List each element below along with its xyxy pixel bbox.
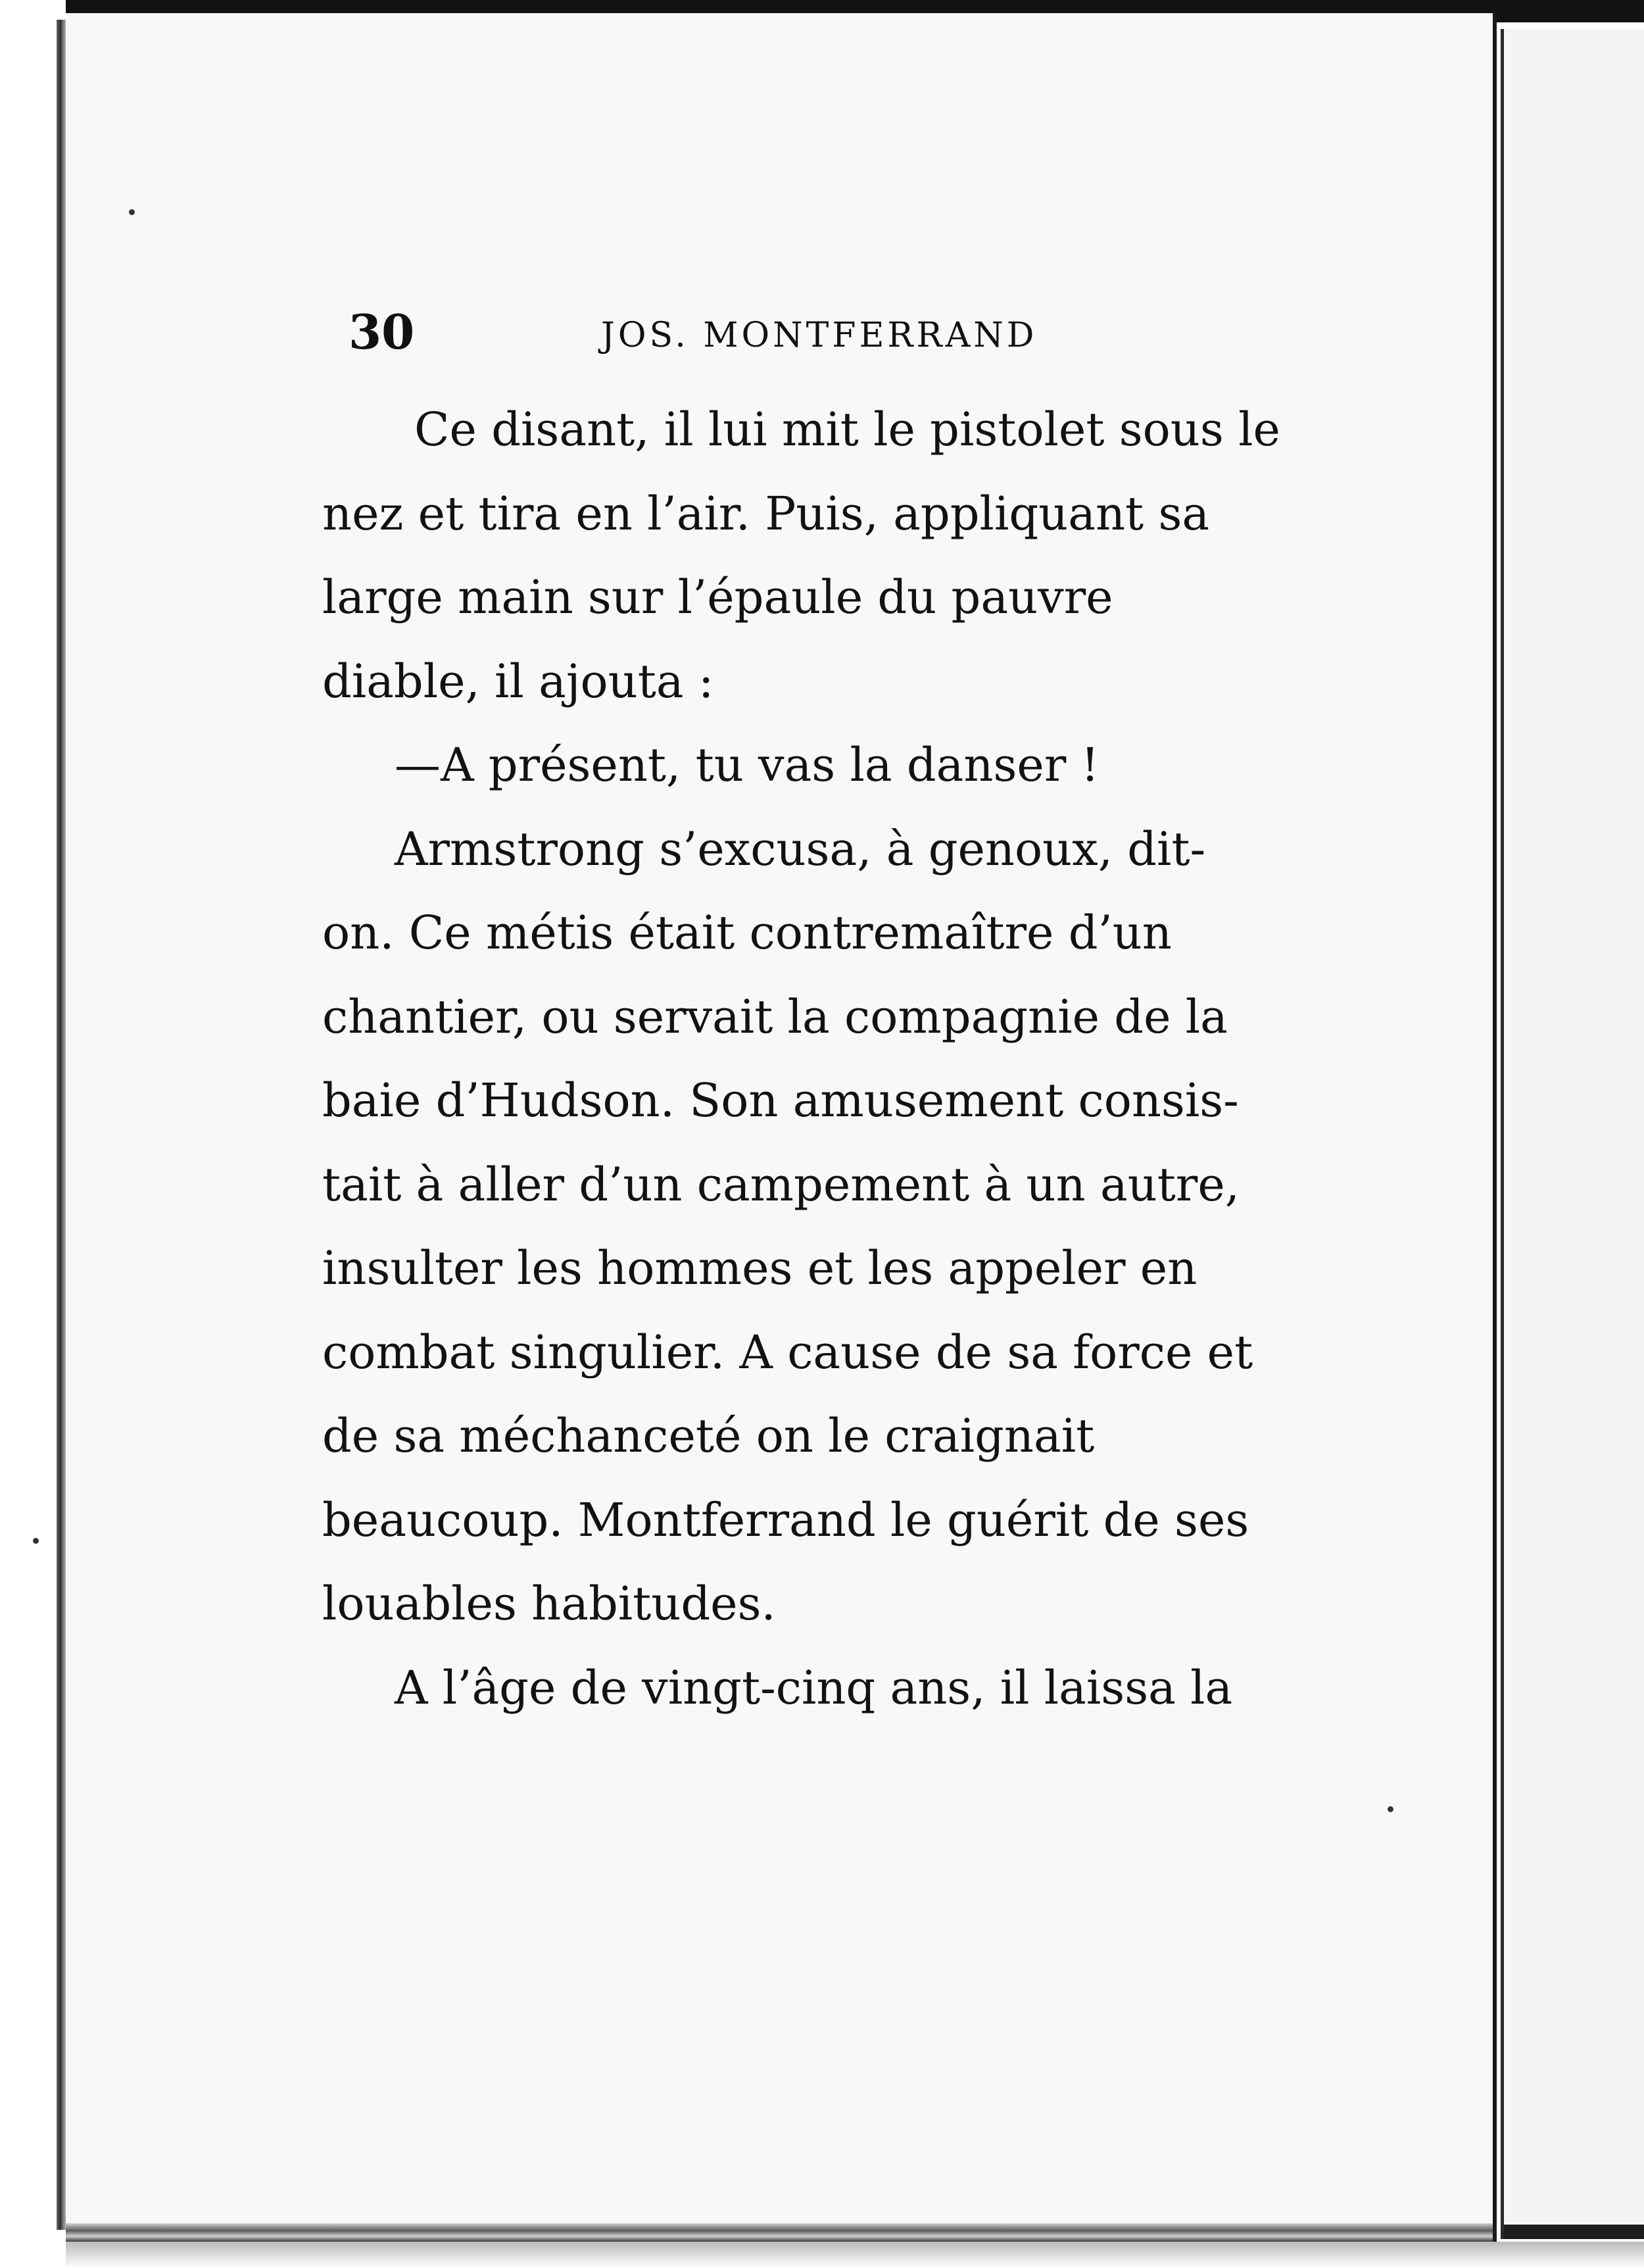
next-page-edge	[1501, 29, 1644, 2239]
paragraph-4	[322, 1646, 1282, 1731]
text-line: baie d’Hudson. Son amusement consis-	[322, 1073, 1239, 1127]
text-line: on. Ce métis était contremaître d’un	[322, 906, 1172, 960]
text-line: sa large main sur l’épaule du pauvre	[322, 486, 1210, 624]
text-line: —A présent, tu vas la danser !	[395, 738, 1100, 792]
paragraph-2	[322, 724, 1282, 808]
text-line: diable, il ajouta :	[322, 654, 714, 708]
text-line: insulter les hommes et les appeler en	[322, 1241, 1197, 1295]
text-line: et de sa méchanceté on le craignait	[322, 1325, 1253, 1463]
paragraph-3	[322, 808, 1282, 1646]
text-line: tait à aller d’un campement à un autre,	[322, 1157, 1240, 1212]
page-number: 30	[349, 304, 415, 360]
speck	[129, 209, 135, 215]
text-line: Ce disant, il lui mit le pistolet sous	[414, 403, 1224, 456]
body-text	[322, 388, 1282, 1730]
scan-bottom-edge	[66, 2242, 1644, 2268]
text-line: A l’âge de vingt-cinq ans, il laissa la	[395, 1660, 1233, 1715]
text-line: chantier, ou servait la compagnie de la	[322, 989, 1228, 1044]
running-head: JOS. MONTFERRAND	[601, 316, 1038, 355]
paragraph-1	[322, 388, 1282, 724]
text-line: combat singulier. A cause de sa force	[322, 1325, 1193, 1379]
page-header	[349, 303, 1361, 362]
text-line: le nez et tira en l’air. Puis, appliquant	[322, 403, 1280, 541]
speck	[33, 1538, 39, 1544]
text-line: louables habitudes.	[322, 1577, 776, 1631]
text-line: Armstrong s’excusa, à genoux, dit-	[395, 822, 1206, 876]
speck	[1388, 1806, 1393, 1812]
text-line: beaucoup. Montferrand le guérit de ses	[322, 1492, 1249, 1547]
scan-left-edge	[0, 0, 66, 2268]
